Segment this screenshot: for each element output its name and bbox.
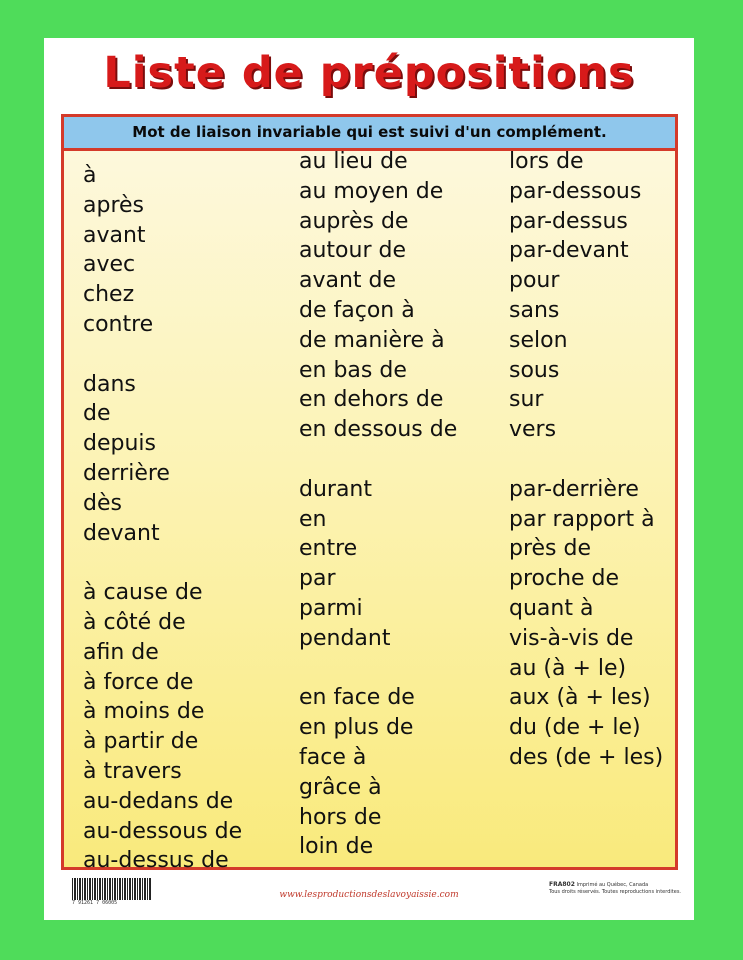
spacer xyxy=(509,445,663,475)
preposition-item: des (de + les) xyxy=(509,744,664,770)
printed-note: Imprimé au Québec, Canada xyxy=(576,882,649,888)
preposition-item: de xyxy=(83,401,111,427)
preposition-item: à côté de xyxy=(83,609,186,635)
preposition-item: proche de xyxy=(509,566,620,592)
preposition-item: en dessous de xyxy=(299,417,458,443)
preposition-item: en xyxy=(299,506,327,532)
preposition-item: sous xyxy=(509,357,560,383)
preposition-item: en face de xyxy=(299,685,415,711)
preposition-item: hors de xyxy=(299,804,382,830)
preposition-item: en plus de xyxy=(299,715,414,741)
preposition-item: lors de xyxy=(509,149,584,174)
preposition-item: parmi xyxy=(299,595,363,621)
preposition-item: au-dessous de xyxy=(83,818,243,844)
poster xyxy=(44,38,694,920)
preposition-item: entre xyxy=(299,536,358,562)
preposition-item: à partir de xyxy=(83,729,199,755)
poster-title: Liste de prépositions xyxy=(103,48,635,98)
preposition-item: au moyen de xyxy=(299,178,444,204)
preposition-item: sur xyxy=(509,387,544,413)
preposition-item: aux (à + les) xyxy=(509,685,651,711)
preposition-item: par rapport à xyxy=(509,506,655,532)
preposition-item: après xyxy=(83,192,145,218)
preposition-item: à force de xyxy=(83,669,194,695)
preposition-item: à travers xyxy=(83,758,182,784)
publisher-url: www.lesproductionsdeslavoyaissie.com xyxy=(279,890,459,900)
preposition-item: auprès de xyxy=(299,208,409,234)
preposition-item: au lieu de xyxy=(299,149,408,174)
spacer xyxy=(299,445,457,475)
preposition-item: avant de xyxy=(299,268,397,294)
preposition-item: au-dedans de xyxy=(83,788,234,814)
preposition-item: en dehors de xyxy=(299,387,444,413)
preposition-item: dans xyxy=(83,371,136,397)
preposition-item: depuis xyxy=(83,431,156,457)
prepositions-panel xyxy=(61,148,678,874)
barcode-number: 7 91261 7 06005 xyxy=(72,900,118,906)
preposition-item: du (de + le) xyxy=(509,715,641,741)
preposition-item: sans xyxy=(509,297,560,323)
preposition-item: au (à + le) xyxy=(509,655,627,681)
preposition-item: derrière xyxy=(83,460,170,486)
preposition-item: en bas de xyxy=(299,357,407,383)
preposition-item: chez xyxy=(83,282,135,308)
preposition-item: à moins de xyxy=(83,699,205,725)
preposition-item: par-dessus xyxy=(509,208,628,234)
preposition-item: avec xyxy=(83,252,136,278)
preposition-item: contre xyxy=(83,311,154,337)
preposition-item: face à xyxy=(299,744,367,770)
preposition-item: par-derrière xyxy=(509,476,639,502)
column-1 xyxy=(83,161,242,876)
product-code: FRA802 xyxy=(549,881,575,888)
preposition-item: dès xyxy=(83,490,122,516)
preposition-item: par-dessous xyxy=(509,178,642,204)
preposition-item: pendant xyxy=(299,625,391,651)
spacer xyxy=(299,654,457,684)
preposition-item: durant xyxy=(299,476,373,502)
preposition-item: par xyxy=(299,566,336,592)
preposition-item: selon xyxy=(509,327,568,353)
preposition-item: loin de xyxy=(299,834,374,860)
preposition-item: de façon à xyxy=(299,297,415,323)
preposition-item: vers xyxy=(509,417,557,443)
preposition-item: afin de xyxy=(83,639,159,665)
spacer xyxy=(83,340,242,370)
preposition-item: grâce à xyxy=(299,774,382,800)
footer-info xyxy=(549,881,689,896)
preposition-item: quant à xyxy=(509,595,594,621)
preposition-item: à cause de xyxy=(83,580,203,606)
column-2 xyxy=(299,147,457,862)
preposition-item: près de xyxy=(509,536,592,562)
preposition-item: pour xyxy=(509,268,560,294)
preposition-item: au-dessus de xyxy=(83,848,229,874)
column-3 xyxy=(509,147,663,773)
subtitle-banner: Mot de liaison invariable qui est suivi d'un complément. xyxy=(61,114,678,148)
preposition-item: avant xyxy=(83,222,146,248)
preposition-item: de manière à xyxy=(299,327,445,353)
preposition-item: autour de xyxy=(299,238,406,264)
preposition-item: par-devant xyxy=(509,238,629,264)
rights-note: Tous droits réservés. Toutes reproductions interdites. xyxy=(549,889,682,895)
preposition-item: à xyxy=(83,163,97,188)
preposition-item: vis-à-vis de xyxy=(509,625,634,651)
preposition-item: devant xyxy=(83,520,160,546)
spacer xyxy=(83,548,242,578)
